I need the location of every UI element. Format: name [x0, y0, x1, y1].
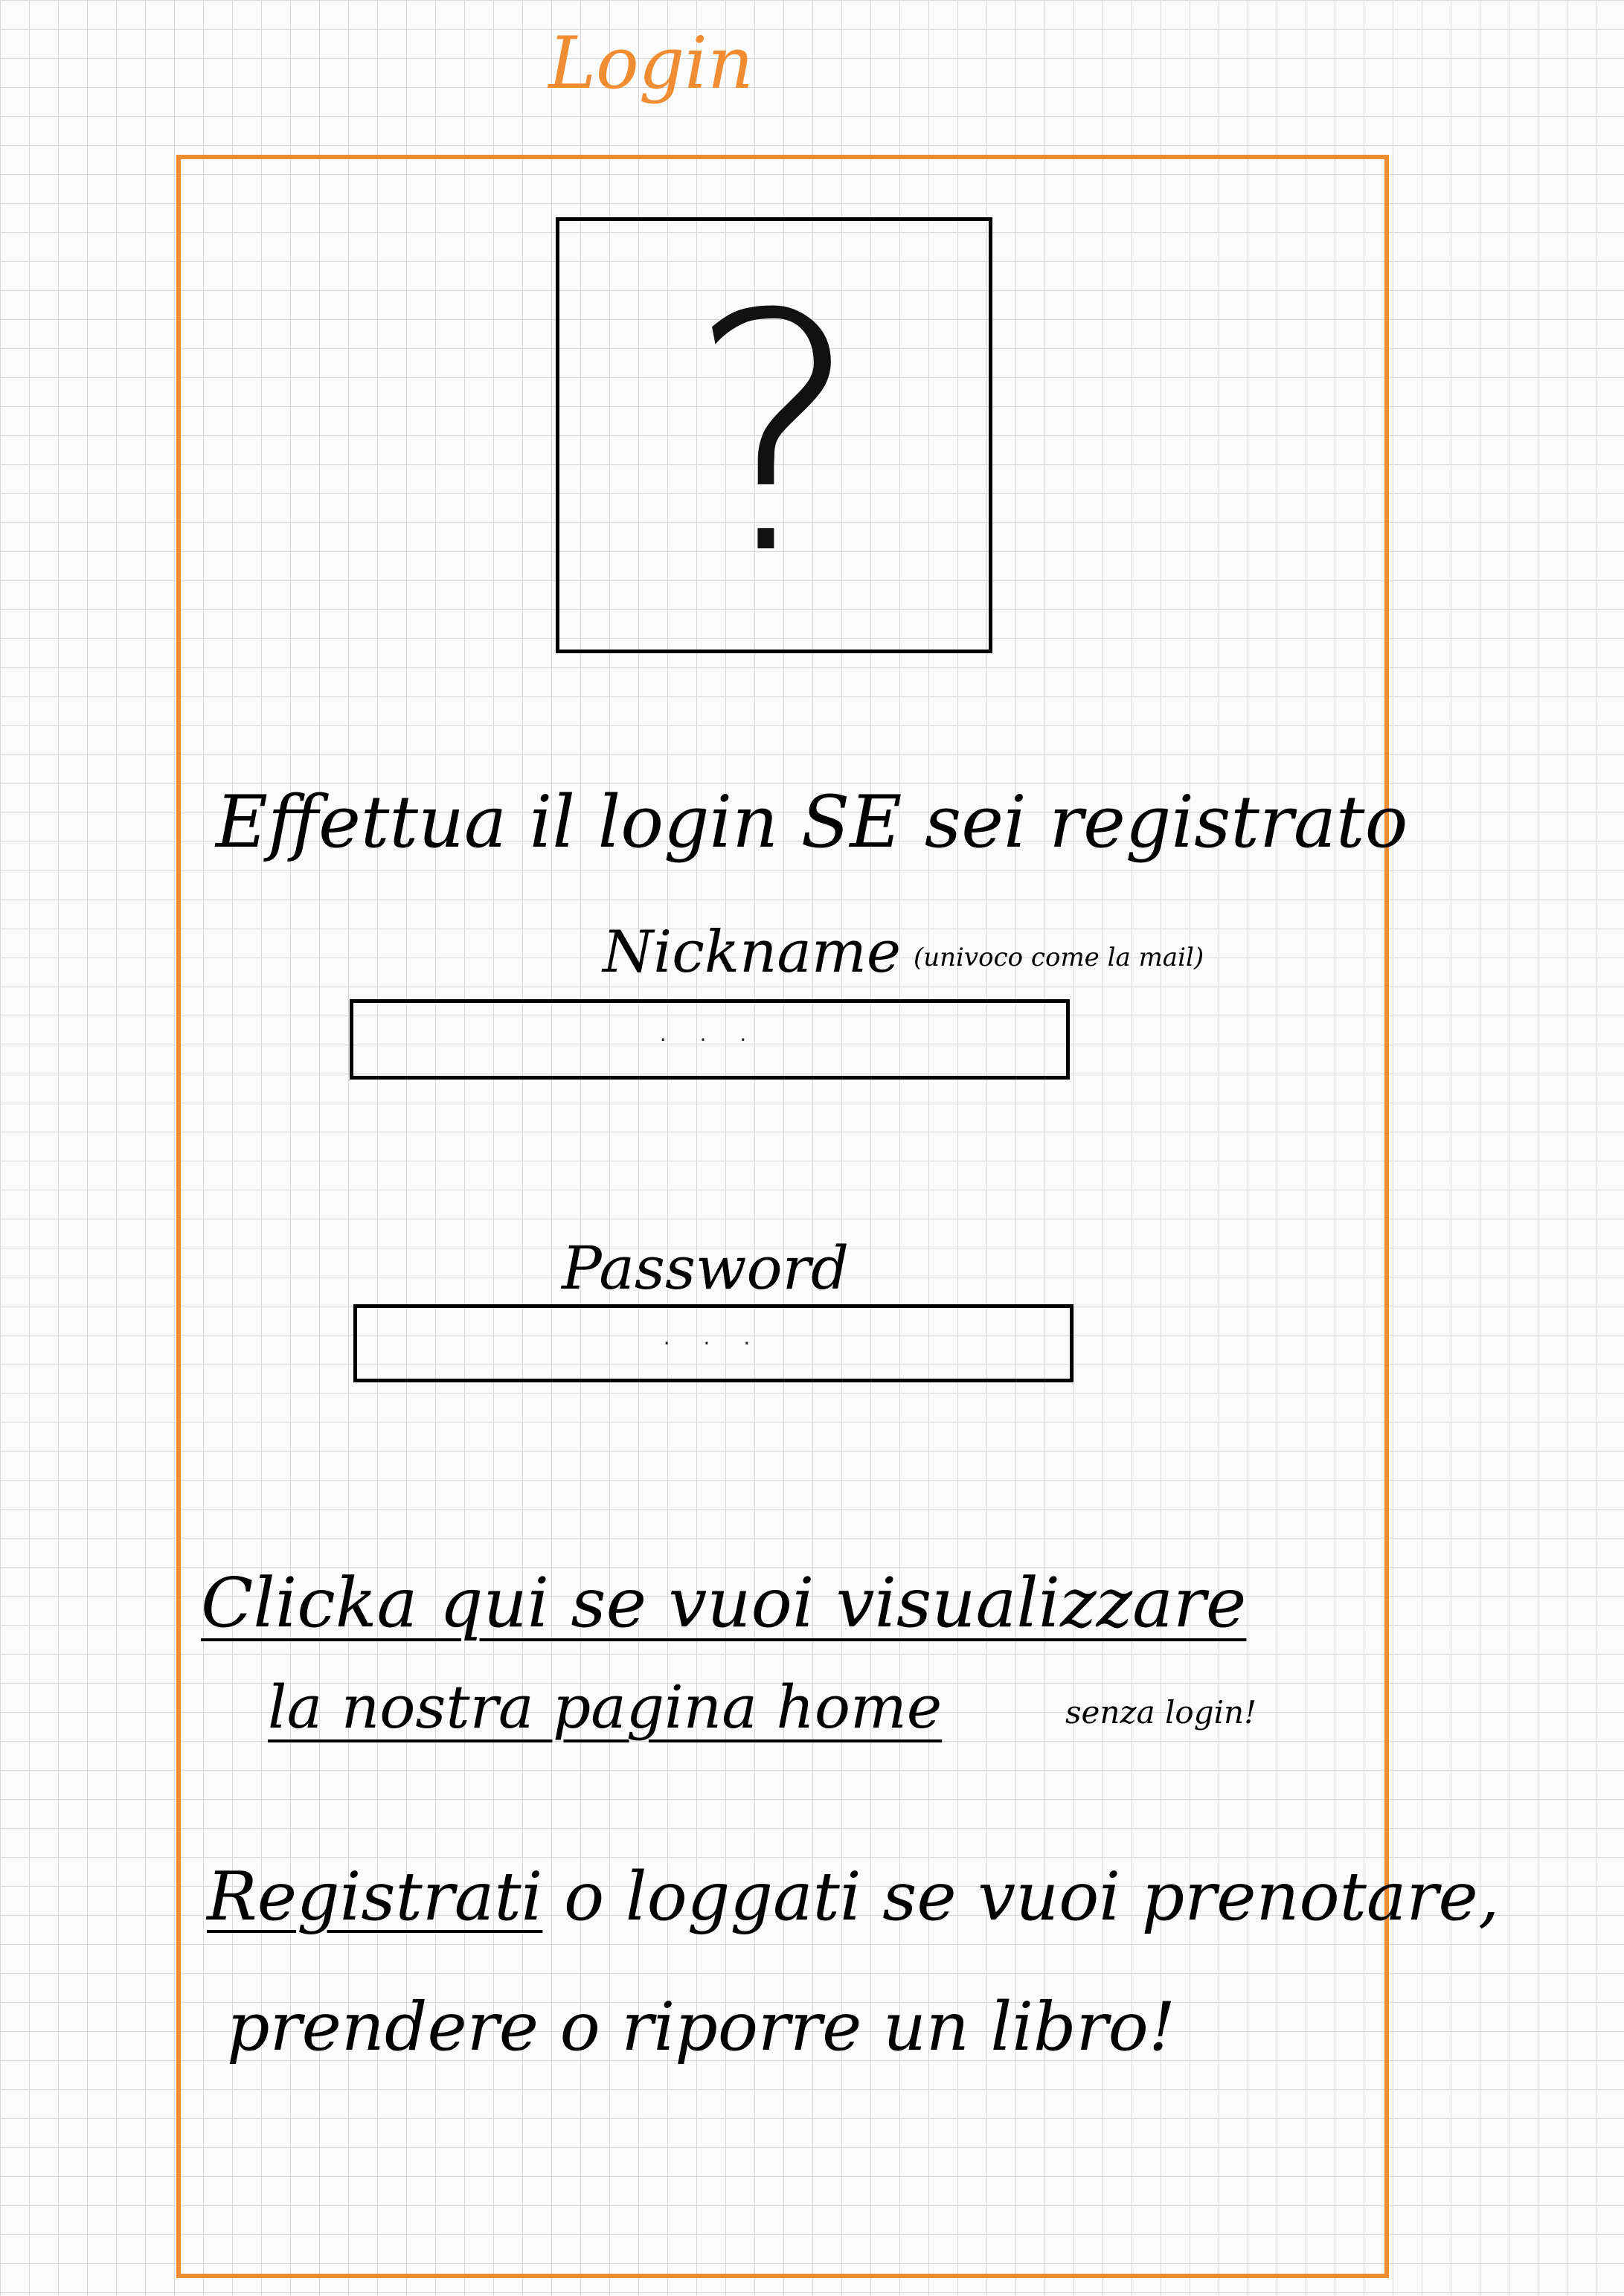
page-title: Login	[548, 22, 754, 105]
nickname-input-value: · · ·	[659, 1027, 760, 1052]
question-mark-icon: ?	[687, 245, 861, 626]
home-link-suffix: senza login!	[1065, 1694, 1256, 1731]
register-link[interactable]: Registrati	[207, 1858, 543, 1936]
home-link-line-1[interactable]: Clicka qui se vuoi visualizzare	[201, 1563, 1247, 1643]
register-text-line-1	[207, 1853, 1499, 1942]
nickname-note	[914, 939, 1204, 976]
password-label: Password	[562, 1234, 850, 1303]
nickname-input[interactable]	[350, 999, 1070, 1080]
login-heading: Effettua il login SE sei registrato	[216, 780, 1408, 864]
nickname-note-text: (univoco come la mail)	[914, 943, 1204, 972]
register-text-rest: o loggati se vuoi prenotare,	[542, 1858, 1500, 1936]
home-link-line-2[interactable]: la nostra pagina home	[268, 1673, 943, 1742]
image-placeholder	[556, 217, 992, 653]
nickname-label: Nickname	[603, 919, 902, 986]
password-input[interactable]	[353, 1304, 1073, 1382]
register-text-line-2: prendere o riporre un libro!	[227, 1988, 1176, 2066]
password-input-value: · · ·	[663, 1331, 764, 1356]
